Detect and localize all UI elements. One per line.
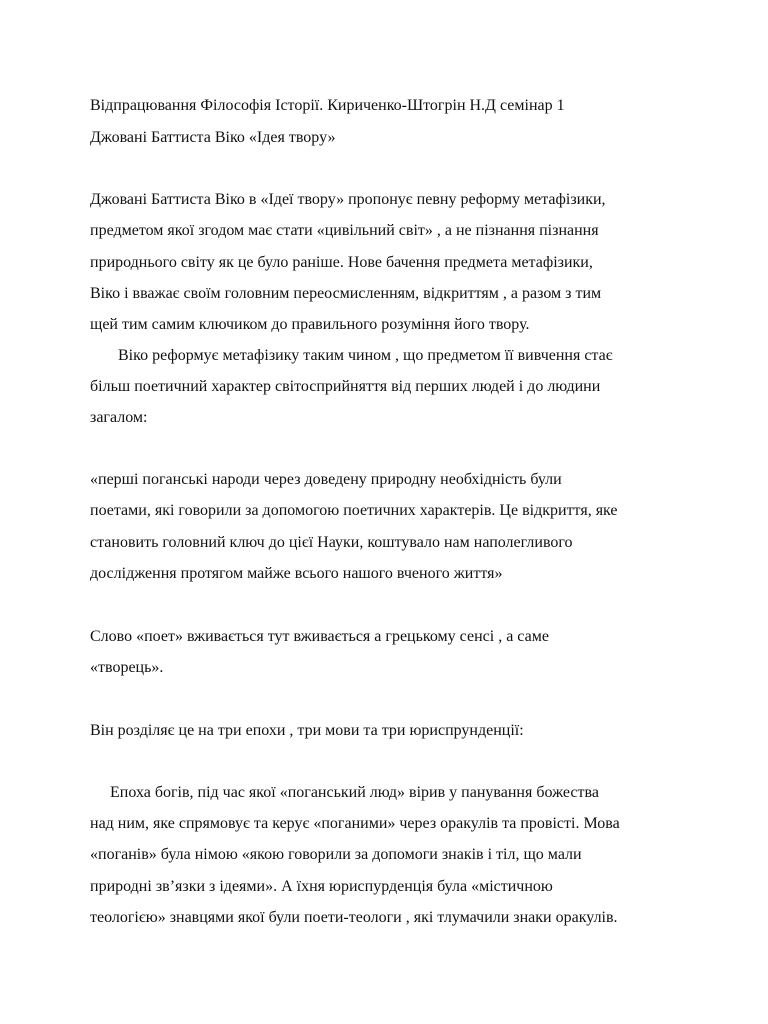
paragraph-line: більш поетичний характер світосприйняття від перших людей і до людини [90, 378, 601, 395]
paragraph-line: предметом якої згодом має стати «цивільний світ» , а не пізнання пізнання [90, 222, 599, 239]
header-subtitle: Джовані Баттиста Віко «Ідея твору» [90, 129, 336, 146]
paragraph-line: «поганів» була німою «якою говорили за допомоги знаків і тіл, що мали [90, 846, 582, 863]
paragraph-line: природнього світу як це було раніше. Нове бачення предмета метафізики, [90, 254, 593, 271]
header-title: Відпрацювання Філософія Історії. Кириченко-Штогрін Н.Д семінар 1 [90, 97, 565, 114]
paragraph-line: «творець». [90, 659, 164, 676]
quote-line: «перші поганські народи через доведену природну необхідність були [90, 471, 562, 488]
paragraph-line: щей тим самим ключиком до правильного розуміння його твору. [90, 316, 530, 333]
paragraph-line: загалом: [90, 409, 148, 426]
paragraph-line: Віко реформує метафізику таким чином , що предметом її вивчення стає [118, 347, 613, 364]
paragraph-line: Віко і вважає своїм головним переосмисленням, відкриттям , а разом з тим [90, 285, 602, 302]
paragraph-line: над ним, яке спрямовує та керує «поганими» через оракулів та провісті. Мова [90, 815, 620, 832]
paragraph-line: природні зв’язки з ідеями». А їхня юриспурденція була «містичною [90, 878, 553, 895]
paragraph-line: Він розділяє це на три епохи , три мови та три юриспрунденції: [90, 722, 524, 739]
paragraph-line: Слово «поет» вживається тут вживається а грецькому сенсі , а саме [90, 628, 549, 645]
quote-line: дослідження протягом майже всього нашого вченого життя» [90, 565, 503, 582]
paragraph-line: Джовані Баттиста Віко в «Ідеї твору» пропонує певну реформу метафізики, [90, 191, 606, 208]
paragraph-line: Епоха богів, під час якої «поганський люд» вірив у панування божества [110, 784, 599, 801]
paragraph-line: теологією» знавцями якої були поети-теологи , які тлумачили знаки оракулів. [90, 909, 618, 926]
quote-line: становить головний ключ до цієї Науки, коштувало нам наполегливого [90, 534, 573, 551]
quote-line: поетами, які говорили за допомогою поетичних характерів. Це відкриття, яке [90, 502, 618, 519]
